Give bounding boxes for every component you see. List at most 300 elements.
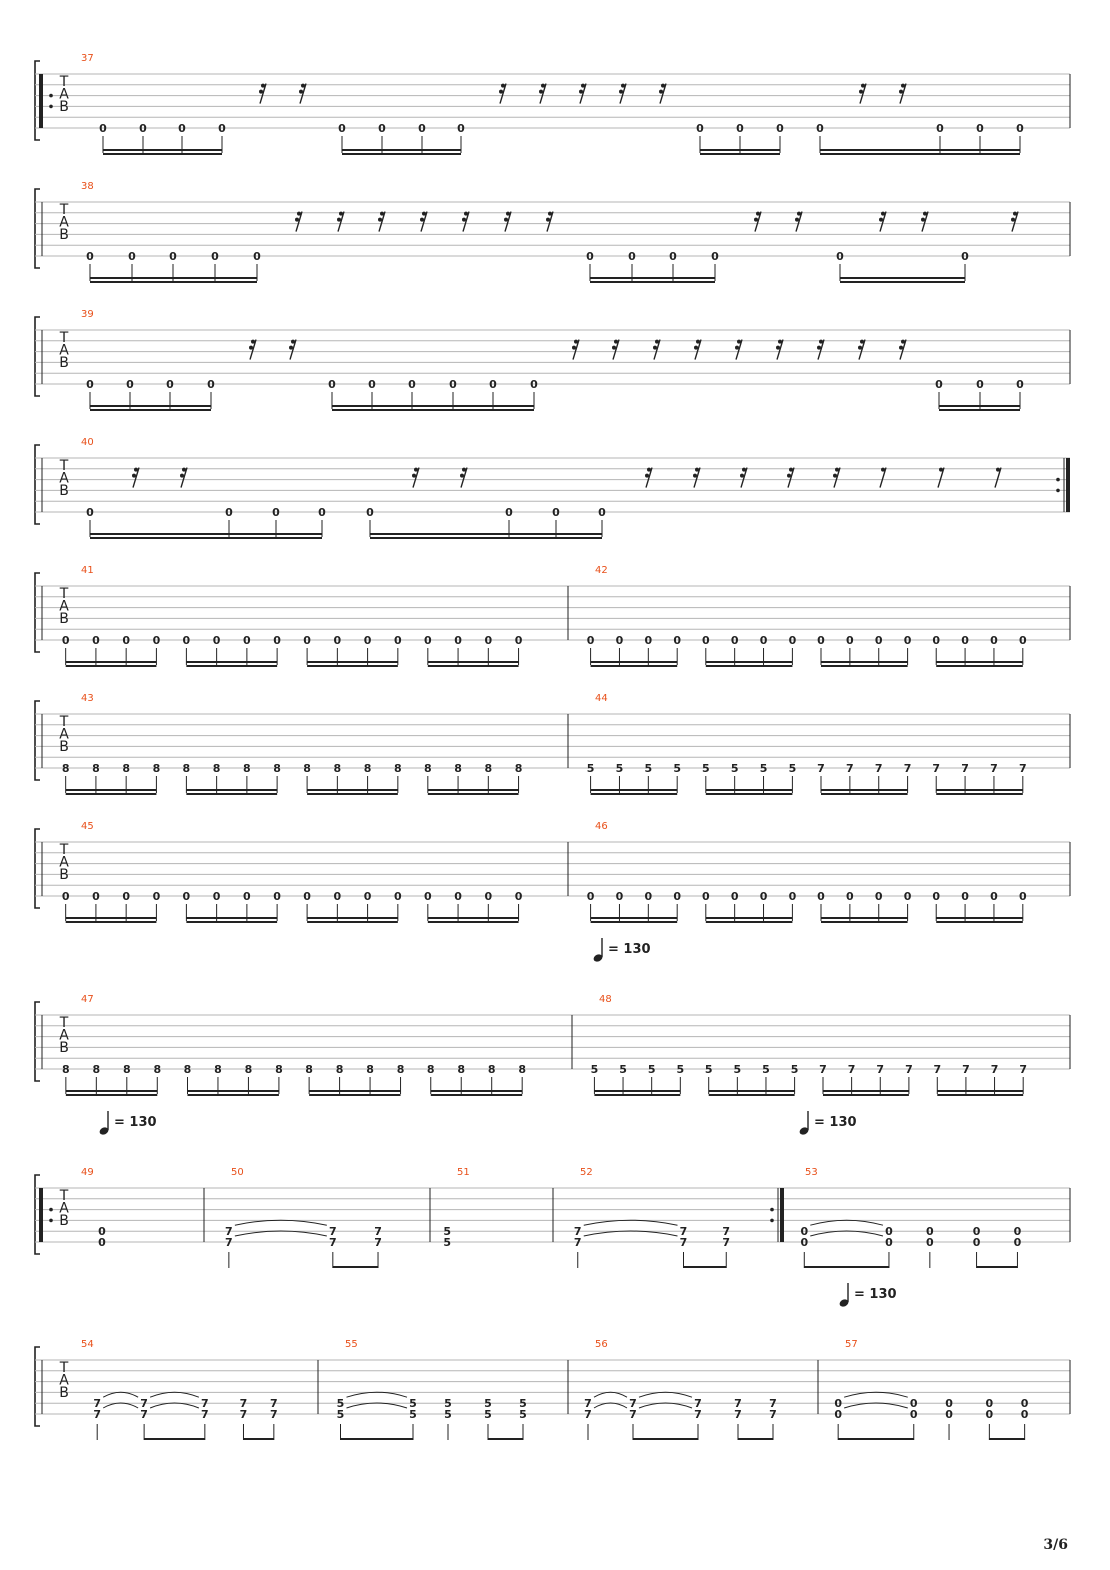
beam	[428, 789, 519, 791]
fret-number: 0	[1020, 1408, 1029, 1421]
fret-number: 0	[836, 250, 844, 263]
fret-number: 7	[573, 1225, 582, 1239]
fret-number: 0	[776, 122, 784, 135]
tempo-marking	[592, 938, 650, 963]
tie	[584, 1231, 678, 1236]
beam	[936, 661, 1023, 663]
sixteenth-rest-icon	[899, 84, 906, 104]
beam	[428, 793, 519, 795]
fret-number: 0	[909, 1408, 918, 1421]
fret-number: 0	[454, 634, 462, 647]
repeat-dot	[770, 1219, 774, 1223]
fret-number: 0	[846, 634, 854, 647]
fret-number: 0	[985, 1397, 994, 1411]
fret-number: 5	[484, 1408, 492, 1421]
measure-number: 40	[81, 437, 94, 448]
repeat-dot	[49, 94, 53, 98]
beam	[186, 661, 277, 663]
fret-number: 0	[207, 378, 215, 391]
fret-number: 8	[61, 762, 70, 775]
sixteenth-rest-icon	[132, 468, 139, 488]
fret-number: 0	[303, 890, 311, 903]
fret-number: 7	[584, 1397, 592, 1411]
fret-number: 5	[701, 762, 710, 775]
tab-clef-letter: A	[59, 1200, 69, 1217]
fret-number: 5	[484, 1397, 492, 1411]
beam	[936, 665, 1023, 667]
measure-number: 38	[81, 181, 94, 192]
sixteenth-rest-icon	[817, 340, 824, 360]
sixteenth-rest-icon	[378, 212, 385, 232]
sixteenth-rest-icon	[659, 84, 666, 104]
sixteenth-rest-icon	[859, 84, 866, 104]
fret-number: 0	[552, 506, 560, 519]
fret-number: 8	[214, 1063, 222, 1076]
sixteenth-rest-icon	[539, 84, 546, 104]
fret-number: 0	[834, 1397, 842, 1411]
sixteenth-rest-icon	[776, 340, 783, 360]
tab-clef-letter: A	[59, 854, 69, 871]
fret-number: 7	[962, 1063, 970, 1076]
tab-clef-letter: T	[59, 330, 69, 346]
tab-clef-letter: A	[59, 598, 69, 615]
fret-number: 5	[759, 762, 768, 775]
tab-clef-letter: B	[59, 1039, 69, 1056]
fret-number: 0	[366, 506, 374, 519]
tab-system	[35, 1339, 1070, 1440]
beam	[591, 921, 678, 923]
fret-number: 0	[182, 890, 191, 903]
fret-number: 0	[673, 634, 682, 647]
beam	[840, 277, 965, 279]
beam	[307, 921, 398, 923]
fret-number: 8	[92, 762, 100, 775]
tab-system	[35, 1167, 1070, 1268]
fret-number: 8	[518, 1063, 527, 1076]
fret-number: 0	[273, 890, 281, 903]
beam	[341, 1438, 414, 1440]
sixteenth-rest-icon	[653, 340, 660, 360]
tab-system	[35, 821, 1070, 923]
repeat-end-bar	[780, 1188, 784, 1242]
fret-number: 0	[874, 890, 883, 903]
beam	[66, 661, 157, 663]
eighth-rest-icon	[995, 468, 1001, 488]
tab-clef-letter: T	[59, 202, 69, 218]
tab-clef-letter: A	[59, 214, 69, 231]
fret-number: 7	[201, 1408, 209, 1421]
measure	[800, 1167, 1021, 1268]
measure-number: 48	[599, 994, 612, 1005]
beam	[66, 1090, 157, 1092]
fret-number: 7	[819, 1063, 827, 1076]
fret-number: 0	[418, 122, 426, 135]
beam	[103, 153, 222, 155]
fret-number: 0	[990, 890, 998, 903]
tab-clef-letter: T	[59, 74, 69, 90]
fret-number: 0	[846, 890, 854, 903]
fret-number: 0	[253, 250, 261, 263]
sixteenth-rest-icon	[460, 468, 467, 488]
tie	[844, 1403, 908, 1408]
fret-number: 0	[598, 506, 606, 519]
sixteenth-rest-icon	[899, 340, 906, 360]
fret-number: 0	[394, 634, 402, 647]
fret-number: 5	[336, 1397, 345, 1411]
tab-clef-letter: A	[59, 342, 69, 359]
measure-number: 53	[805, 1167, 818, 1178]
fret-number: 8	[182, 762, 191, 775]
fret-number: 7	[734, 1408, 742, 1421]
sixteenth-rest-icon	[504, 212, 511, 232]
tempo-marking	[798, 1111, 856, 1136]
fret-number: 8	[423, 762, 432, 775]
beam	[332, 409, 534, 411]
tie	[150, 1392, 199, 1397]
beam	[939, 409, 1020, 411]
fret-number: 8	[484, 762, 493, 775]
sixteenth-rest-icon	[612, 340, 619, 360]
beam	[700, 153, 780, 155]
beam	[90, 277, 257, 279]
beam	[594, 1090, 680, 1092]
beam	[90, 537, 322, 539]
beam	[591, 661, 678, 663]
fret-number: 0	[449, 378, 457, 391]
fret-number: 0	[926, 1236, 934, 1249]
fret-number: 0	[489, 378, 497, 391]
fret-number: 5	[673, 762, 682, 775]
measure	[443, 1167, 469, 1249]
tempo-marking	[838, 1283, 896, 1308]
fret-number: 0	[92, 634, 100, 647]
sixteenth-rest-icon	[420, 212, 427, 232]
measure	[81, 181, 1018, 283]
beam	[307, 661, 398, 663]
fret-number: 0	[169, 250, 177, 263]
sixteenth-rest-icon	[180, 468, 187, 488]
measure-number: 50	[231, 1167, 244, 1178]
fret-number: 8	[394, 762, 402, 775]
fret-number: 7	[990, 762, 998, 775]
page-number: 3/6	[1043, 1537, 1068, 1553]
fret-number: 8	[212, 762, 221, 775]
beam	[186, 789, 277, 791]
fret-number: 0	[408, 378, 416, 391]
fret-number: 8	[514, 762, 523, 775]
fret-number: 0	[178, 122, 186, 135]
beam	[591, 917, 678, 919]
measure-number: 55	[345, 1339, 358, 1350]
measure	[62, 565, 523, 667]
beam	[307, 793, 398, 795]
fret-number: 0	[86, 506, 94, 519]
tab-system	[35, 309, 1070, 411]
fret-number: 0	[333, 890, 342, 903]
fret-number: 0	[363, 890, 372, 903]
fret-number: 0	[86, 250, 94, 263]
fret-number: 8	[122, 762, 130, 775]
beam	[936, 789, 1023, 791]
beam	[706, 917, 793, 919]
beam	[90, 405, 211, 407]
fret-number: 0	[817, 890, 825, 903]
fret-number: 5	[788, 762, 797, 775]
fret-number: 7	[961, 762, 969, 775]
tab-clef-letter: B	[59, 1212, 69, 1229]
fret-number: 7	[225, 1225, 233, 1239]
fret-number: 7	[722, 1225, 731, 1239]
fret-number: 0	[378, 122, 386, 135]
measure-number: 42	[595, 565, 608, 576]
beam	[684, 1266, 727, 1268]
beam	[66, 793, 157, 795]
beam	[431, 1094, 522, 1096]
fret-number: 7	[270, 1408, 278, 1421]
fret-number: 5	[409, 1397, 417, 1411]
tie	[347, 1403, 408, 1408]
measure-number: 52	[580, 1167, 593, 1178]
fret-number: 0	[1013, 1225, 1022, 1239]
beam	[66, 1094, 157, 1096]
sixteenth-rest-icon	[858, 340, 865, 360]
fret-number: 7	[722, 1236, 731, 1249]
beam	[840, 281, 965, 283]
beam	[706, 661, 793, 663]
fret-number: 0	[1020, 1397, 1029, 1411]
measure	[587, 565, 1027, 667]
fret-number: 8	[426, 1063, 435, 1076]
fret-number: 0	[318, 506, 326, 519]
measure-number: 43	[81, 693, 94, 704]
measure	[225, 1167, 382, 1268]
measure-number: 57	[845, 1339, 858, 1350]
fret-number: 0	[338, 122, 346, 135]
sixteenth-rest-icon	[740, 468, 747, 488]
measure-number: 39	[81, 309, 94, 320]
fret-number: 0	[218, 122, 226, 135]
beam	[66, 789, 157, 791]
fret-number: 0	[800, 1236, 809, 1249]
fret-number: 7	[876, 1063, 885, 1076]
fret-number: 0	[615, 634, 624, 647]
tab-system	[35, 53, 1070, 155]
fret-number: 0	[303, 634, 311, 647]
fret-number: 0	[759, 634, 768, 647]
sixteenth-rest-icon	[579, 84, 586, 104]
beam	[342, 149, 461, 151]
beam	[187, 1094, 278, 1096]
beam	[706, 793, 793, 795]
measure	[337, 1339, 527, 1440]
fret-number: 0	[961, 250, 969, 263]
fret-number: 5	[444, 1408, 452, 1421]
tab-clef-letter: B	[59, 738, 69, 755]
tab-clef-letter: T	[59, 1360, 69, 1376]
measure-number: 47	[81, 994, 94, 1005]
fret-number: 5	[619, 1063, 627, 1076]
measure	[81, 1339, 278, 1440]
fret-number: 0	[909, 1397, 918, 1411]
fret-number: 0	[935, 378, 943, 391]
repeat-dot	[770, 1208, 774, 1212]
beam	[243, 1438, 273, 1440]
sixteenth-rest-icon	[462, 212, 469, 232]
beam	[309, 1094, 400, 1096]
fret-number: 0	[212, 634, 221, 647]
fret-number: 5	[733, 1063, 742, 1076]
fret-number: 0	[1018, 890, 1027, 903]
fret-number: 0	[484, 634, 493, 647]
fret-number: 7	[694, 1408, 702, 1421]
fret-number: 0	[166, 378, 174, 391]
fret-number: 7	[903, 762, 912, 775]
beam	[591, 789, 678, 791]
tab-clef-letter: A	[59, 86, 69, 103]
fret-number: 8	[335, 1063, 344, 1076]
beam	[594, 1094, 680, 1096]
fret-number: 7	[933, 1063, 942, 1076]
beam	[370, 537, 602, 539]
fret-number: 5	[647, 1063, 656, 1076]
fret-number: 8	[333, 762, 342, 775]
fret-number: 0	[484, 890, 493, 903]
beam	[937, 1094, 1023, 1096]
fret-number: 0	[945, 1408, 953, 1421]
sixteenth-rest-icon	[833, 468, 840, 488]
sixteenth-rest-icon	[572, 340, 579, 360]
fret-number: 0	[972, 1225, 981, 1239]
fret-number: 0	[644, 890, 653, 903]
repeat-dot	[49, 1219, 53, 1223]
measure-number: 41	[81, 565, 94, 576]
eighth-rest-icon	[880, 468, 886, 488]
fret-number: 7	[734, 1397, 742, 1411]
fret-number: 0	[903, 634, 912, 647]
tempo-value: = 130	[114, 1115, 157, 1130]
fret-number: 7	[679, 1225, 688, 1239]
sixteenth-rest-icon	[289, 340, 296, 360]
fret-number: 0	[363, 634, 372, 647]
sixteenth-rest-icon	[735, 340, 742, 360]
measure	[81, 309, 1024, 411]
fret-number: 0	[243, 634, 251, 647]
beam	[90, 281, 257, 283]
fret-number: 7	[140, 1397, 148, 1411]
tie	[810, 1231, 883, 1236]
fret-number: 8	[454, 762, 462, 775]
beam	[936, 793, 1023, 795]
tab-clef-letter: B	[59, 226, 69, 243]
measure-number: 51	[457, 1167, 470, 1178]
fret-number: 0	[800, 1225, 809, 1239]
beam	[428, 665, 519, 667]
measure	[81, 437, 1070, 539]
beam	[186, 793, 277, 795]
repeat-dot	[1056, 478, 1060, 482]
fret-number: 0	[273, 634, 281, 647]
beam	[738, 1438, 773, 1440]
beam	[187, 1090, 278, 1092]
tab-clef-letter: A	[59, 726, 69, 743]
tab-clef-letter: T	[59, 1015, 69, 1031]
fret-number: 8	[183, 1063, 192, 1076]
fret-number: 5	[586, 762, 595, 775]
fret-number: 0	[225, 506, 233, 519]
fret-number: 0	[834, 1408, 842, 1421]
beam	[307, 917, 398, 919]
tie	[810, 1220, 883, 1225]
fret-number: 7	[374, 1225, 382, 1239]
fret-number: 0	[885, 1225, 893, 1239]
fret-number: 5	[615, 762, 624, 775]
fret-number: 5	[762, 1063, 770, 1076]
sixteenth-rest-icon	[412, 468, 419, 488]
fret-number: 5	[790, 1063, 799, 1076]
sixteenth-rest-icon	[249, 340, 256, 360]
beam	[90, 409, 211, 411]
beam	[342, 153, 461, 155]
beam	[186, 917, 277, 919]
fret-number: 0	[122, 890, 130, 903]
fret-number: 7	[374, 1236, 382, 1249]
fret-number: 0	[152, 890, 161, 903]
fret-number: 5	[443, 1236, 452, 1249]
sixteenth-rest-icon	[879, 212, 886, 232]
fret-number: 0	[98, 1236, 106, 1249]
beam	[428, 917, 519, 919]
fret-number: 0	[328, 378, 336, 391]
fret-number: 0	[961, 890, 969, 903]
fret-number: 0	[99, 122, 107, 135]
beam	[706, 665, 793, 667]
measure	[591, 994, 1027, 1096]
measure-number: 56	[595, 1339, 608, 1350]
fret-number: 0	[454, 890, 462, 903]
fret-number: 0	[212, 890, 221, 903]
beam	[591, 793, 678, 795]
beam	[590, 281, 715, 283]
fret-number: 0	[885, 1236, 893, 1249]
fret-number: 0	[586, 634, 595, 647]
measure	[574, 1167, 784, 1268]
fret-number: 7	[629, 1408, 637, 1421]
beam	[591, 665, 678, 667]
sixteenth-rest-icon	[694, 340, 701, 360]
fret-number: 0	[1016, 378, 1024, 391]
beam	[820, 153, 1020, 155]
fret-number: 8	[62, 1063, 70, 1076]
beam	[706, 921, 793, 923]
fret-number: 8	[305, 1063, 313, 1076]
beam	[144, 1438, 205, 1440]
measure	[62, 994, 526, 1096]
measure	[39, 53, 1024, 155]
fret-number: 0	[61, 890, 70, 903]
beam	[66, 921, 157, 923]
fret-number: 0	[126, 378, 134, 391]
fret-number: 0	[759, 890, 768, 903]
beam	[821, 665, 908, 667]
fret-number: 0	[701, 634, 710, 647]
beam	[709, 1090, 795, 1092]
beam	[103, 149, 222, 151]
sixteenth-rest-icon	[645, 468, 652, 488]
measure	[587, 821, 1027, 923]
beam	[939, 405, 1020, 407]
beam	[700, 149, 780, 151]
measure	[584, 1339, 777, 1440]
